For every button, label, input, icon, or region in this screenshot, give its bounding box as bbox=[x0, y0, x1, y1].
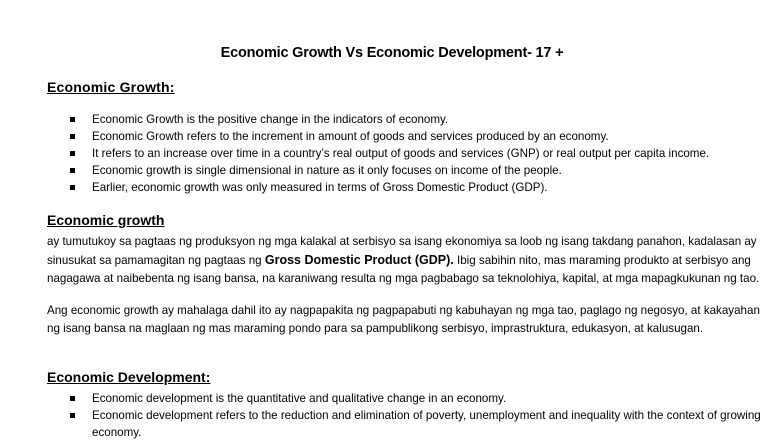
list-item-text: Economic growth is single dimensional in nature as it only focuses on income of the people. bbox=[92, 164, 562, 177]
list-item-text: It refers to an increase over time in a country’s real output of goods and services (GNP) or real output per capita income. bbox=[92, 147, 710, 160]
list-item bbox=[0, 111, 784, 128]
square-bullet-icon bbox=[70, 134, 75, 139]
list-item bbox=[0, 407, 784, 441]
list-item bbox=[0, 145, 784, 162]
square-bullet-icon bbox=[70, 117, 75, 122]
economic-development-heading: Economic Development: bbox=[47, 369, 211, 385]
economic-growth-heading: Economic Growth: bbox=[47, 79, 175, 95]
paragraph-text: ay tumutukoy sa pagtaas ng produksyon ng mga kalakal at serbisyo sa isang ekonomiya sa loob ng isang takdang panahon, kadalasan ay sinusukat sa pamamagitan ng pagtaas ng bbox=[47, 235, 757, 267]
economic-growth-bullet-list bbox=[0, 111, 784, 196]
list-item-text: Earlier, economic growth was only measured in terms of Gross Domestic Product (GDP). bbox=[92, 181, 548, 194]
list-item-text: Economic development is the quantitative and qualitative change in an economy. bbox=[92, 392, 507, 405]
list-item bbox=[0, 128, 784, 145]
square-bullet-icon bbox=[70, 396, 75, 401]
paragraph-text: Ibig sabihin nito, mas maraming produkto at serbisyo ang nagagawa at naibebenta ng isang bansa, na karaniwang resulta ng mga pagbabago sa teknolohiya, kapital, at mga mapagkukunan ng tao. bbox=[47, 254, 760, 285]
list-item bbox=[0, 162, 784, 179]
list-item bbox=[0, 390, 784, 407]
list-item-text: Economic Growth refers to the increment in amount of goods and services produced by an economy. bbox=[92, 130, 609, 143]
list-item-text: Economic development refers to the reduction and elimination of poverty, unemployment and inequality with the context of growing economy. bbox=[92, 409, 761, 439]
document-title: Economic Growth Vs Economic Development- 17 + bbox=[220, 45, 564, 61]
tagalog-paragraph-1 bbox=[47, 233, 767, 288]
square-bullet-icon bbox=[70, 151, 75, 156]
tagalog-paragraph-2: Ang economic growth ay mahalaga dahil ito ay nagpapakita ng pagpapabuti ng kabuhayan ng mga tao, paglago ng negosyo, at kakayahan ng isang bansa na maglaan ng mas maraming pondo para sa pampublikong serbisyo, imprastruktura, edukasyon, at kalusugan. bbox=[47, 304, 760, 335]
square-bullet-icon bbox=[70, 413, 75, 418]
square-bullet-icon bbox=[70, 168, 75, 173]
economic-development-bullet-list bbox=[0, 390, 784, 441]
list-item-text: Economic Growth is the positive change in the indicators of economy. bbox=[92, 113, 449, 126]
tagalog-section-heading: Economic growth bbox=[47, 212, 165, 228]
gdp-bold-term: Gross Domestic Product (GDP). bbox=[264, 253, 454, 267]
square-bullet-icon bbox=[70, 185, 75, 190]
list-item bbox=[0, 179, 784, 196]
